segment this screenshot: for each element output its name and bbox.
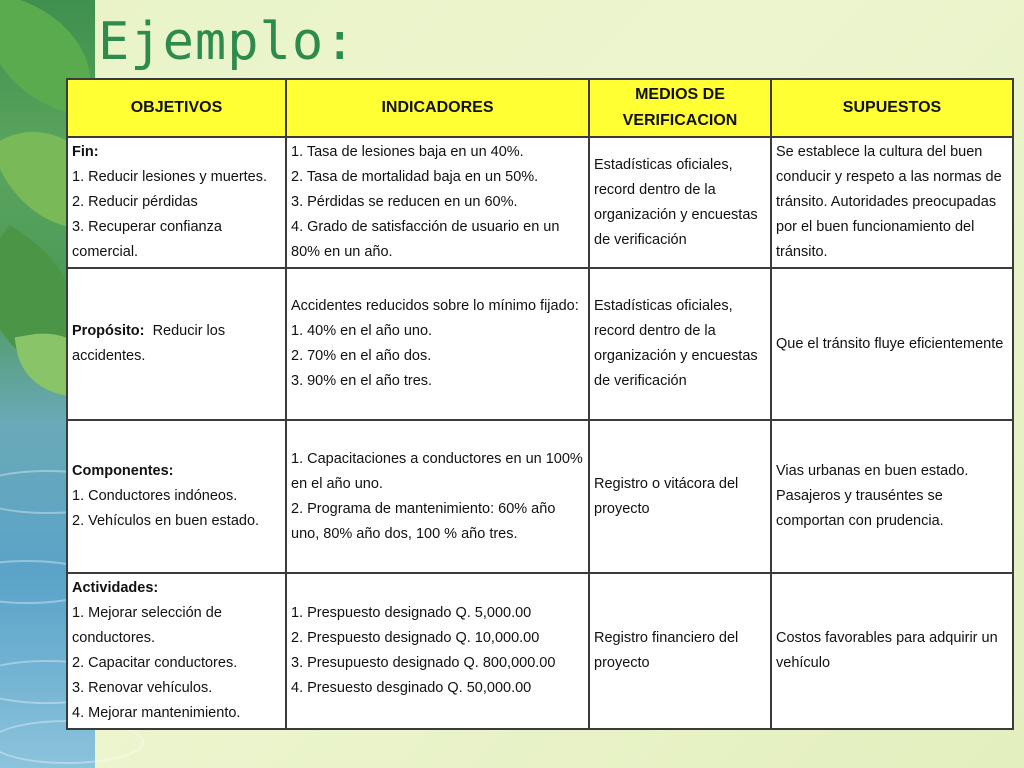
table-row-componentes — [67, 420, 1013, 573]
header-row — [67, 79, 1013, 137]
objetivo-item: 3. Renovar vehículos. — [72, 680, 213, 696]
row-label: Fin: — [72, 144, 99, 160]
indicador-item: 2. 70% en el año dos. — [291, 348, 432, 364]
objetivo-item: 2. Reducir pérdidas — [72, 194, 198, 210]
header-medios-line1: MEDIOS DE — [635, 86, 725, 103]
cell-objetivos-proposito — [67, 268, 286, 420]
indicador-item: 1. Prespuesto designado Q. 5,000.00 — [291, 605, 532, 621]
indicador-item: 3. Presupuesto designado Q. 800,000.00 — [291, 655, 556, 671]
indicador-item: 2. Prespuesto designado Q. 10,000.00 — [291, 630, 540, 646]
objetivo-item: 3. Recuperar confianza comercial. — [72, 219, 222, 260]
logical-framework-table — [66, 78, 1014, 730]
indicador-item: 2. Programa de mantenimiento: 60% año uno, 80% año dos, 100 % año tres. — [291, 500, 556, 542]
indicador-item: Accidentes reducidos sobre lo mínimo fijado: — [291, 298, 579, 314]
cell-objetivos-fin — [67, 137, 286, 268]
table-row-fin — [67, 137, 1013, 268]
indicador-item: 3. Pérdidas se reducen en un 60%. — [291, 194, 518, 210]
cell-indicadores-componentes — [286, 420, 589, 573]
indicador-item: 1. Capacitaciones a conductores en un 100% en el año uno. — [291, 450, 583, 492]
indicador-item: 1. 40% en el año uno. — [291, 323, 433, 339]
cell-supuestos-fin: Se establece la cultura del buen conducir y respeto a las normas de tránsito. Autoridades preocupadas por el buen funcionamiento del tránsito. — [771, 137, 1013, 268]
table-row-actividades — [67, 573, 1013, 729]
cell-medios-actividades: Registro financiero del proyecto — [589, 573, 771, 729]
row-label: Componentes: — [72, 463, 174, 479]
cell-medios-fin: Estadísticas oficiales, record dentro de la organización y encuestas de verificación — [589, 137, 771, 268]
indicador-item: 3. 90% en el año tres. — [291, 373, 433, 389]
objetivo-item: 1. Reducir lesiones y muertes. — [72, 169, 268, 185]
cell-supuestos-proposito: Que el tránsito fluye eficientemente — [771, 268, 1013, 420]
cell-medios-proposito: Estadísticas oficiales, record dentro de la organización y encuestas de verificación — [589, 268, 771, 420]
cell-indicadores-actividades — [286, 573, 589, 729]
indicador-item: 1. Tasa de lesiones baja en un 40%. — [291, 144, 524, 160]
cell-supuestos-componentes: Vias urbanas en buen estado. Pasajeros y trauséntes se comportan con prudencia. — [771, 420, 1013, 573]
indicador-item: 2. Tasa de mortalidad baja en un 50%. — [291, 169, 539, 185]
row-label: Actividades: — [72, 580, 159, 596]
header-indicadores: INDICADORES — [286, 79, 589, 137]
proposito-text: Reducir los accidentes. — [72, 323, 226, 364]
header-supuestos: SUPUESTOS — [771, 79, 1013, 137]
header-medios-line2: VERIFICACION — [622, 112, 738, 129]
header-medios — [589, 79, 771, 137]
objetivo-item: 2. Capacitar conductores. — [72, 655, 238, 671]
header-objetivos: OBJETIVOS — [67, 79, 286, 137]
row-label: Propósito: — [72, 323, 145, 339]
cell-medios-componentes: Registro o vitácora del proyecto — [589, 420, 771, 573]
cell-indicadores-fin — [286, 137, 589, 268]
indicador-item: 4. Grado de satisfacción de usuario en un 80% en un año. — [291, 219, 560, 260]
indicador-item: 4. Presuesto desginado Q. 50,000.00 — [291, 680, 532, 696]
cell-supuestos-actividades: Costos favorables para adquirir un vehículo — [771, 573, 1013, 729]
objetivo-item: 1. Mejorar selección de conductores. — [72, 605, 222, 646]
cell-objetivos-actividades — [67, 573, 286, 729]
slide-title: Ejemplo: — [98, 12, 357, 72]
objetivo-item: 1. Conductores indóneos. — [72, 488, 238, 504]
objetivo-item: 4. Mejorar mantenimiento. — [72, 705, 241, 721]
objetivo-item: 2. Vehículos en buen estado. — [72, 513, 260, 529]
cell-indicadores-proposito — [286, 268, 589, 420]
cell-objetivos-componentes — [67, 420, 286, 573]
table-row-proposito — [67, 268, 1013, 420]
